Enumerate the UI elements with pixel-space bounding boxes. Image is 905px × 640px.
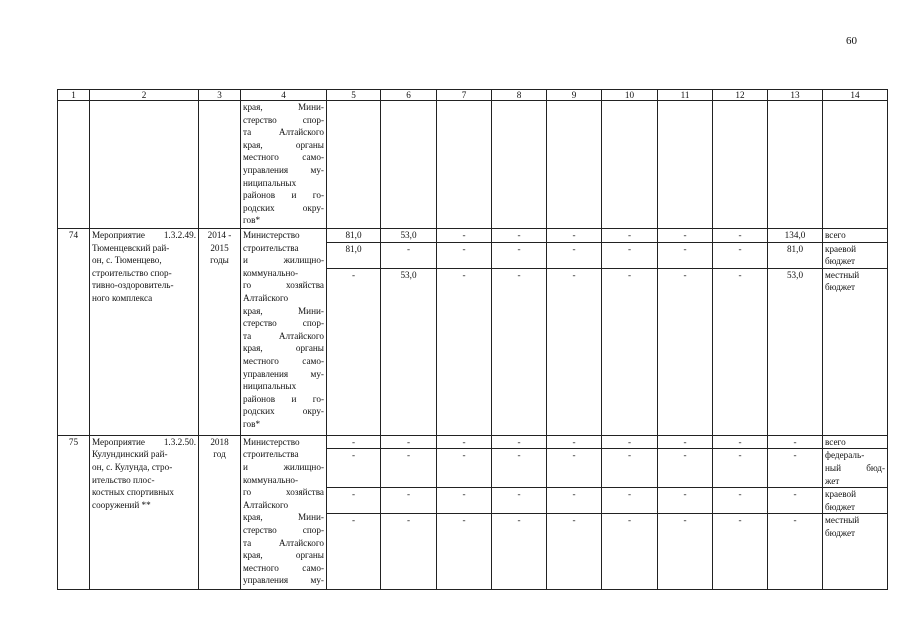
value-cell: - [492,449,547,488]
value-cell: - [658,242,713,268]
row-number: 75 [58,435,90,590]
value-cell: - [381,435,437,449]
value-cell: - [713,242,768,268]
value-cell: - [327,449,381,488]
row-number: 74 [58,229,90,436]
column-number: 1 [58,90,90,101]
column-number: 9 [547,90,602,101]
value-cell: - [381,242,437,268]
value-cell: 53,0 [768,268,823,435]
value-cell: - [602,449,658,488]
value-cell: - [327,268,381,435]
column-number: 11 [658,90,713,101]
value-cell: - [658,488,713,514]
table-row [58,435,888,449]
value-cell: - [492,229,547,243]
value-cell: - [547,242,602,268]
value-cell: 134,0 [768,229,823,243]
value-cell: - [381,449,437,488]
funding-source-cell: краевой бюджет [823,488,888,514]
value-cell: - [658,514,713,590]
value-cell: 53,0 [381,268,437,435]
column-number: 4 [241,90,327,101]
value-cell: - [547,449,602,488]
column-number: 14 [823,90,888,101]
value-cell: - [547,268,602,435]
value-cell: 53,0 [381,229,437,243]
column-number-row [58,90,888,101]
funding-source-cell: местный бюджет [823,268,888,435]
value-cell: - [602,488,658,514]
executor-cell: края, Мини- стерство спор- та Алтайского края, органы местного само- управления му- ниципальных районов и го- родских окру- гов* [241,101,327,229]
value-cell: - [768,435,823,449]
value-cell: - [713,514,768,590]
value-cell: - [713,449,768,488]
value-cell: - [658,449,713,488]
value-cell: - [713,229,768,243]
column-number: 5 [327,90,381,101]
value-cell: - [327,488,381,514]
value-cell: - [547,488,602,514]
page-number: 60 [846,35,857,47]
value-cell: - [658,229,713,243]
value-cell: - [768,488,823,514]
executor-cell: Министерство строительства и жилищно- коммунально- го хозяйства Алтайского края, Мини- стерство спор- та Алтайского края, органы местного само- управления му- ниципальных районов и го- родских окру- гов* [241,229,327,436]
value-cell: - [713,268,768,435]
value-cell: - [547,229,602,243]
value-cell: - [602,268,658,435]
value-cell: - [658,435,713,449]
value-cell: - [437,488,492,514]
column-number: 10 [602,90,658,101]
value-cell: 81,0 [327,229,381,243]
value-cell: 81,0 [768,242,823,268]
value-cell: - [437,435,492,449]
value-cell: - [437,229,492,243]
value-cell: - [437,449,492,488]
value-cell: - [381,488,437,514]
value-cell: - [381,514,437,590]
value-cell: - [602,435,658,449]
value-cell: - [713,435,768,449]
value-cell: 81,0 [327,242,381,268]
value-cell: - [602,242,658,268]
value-cell: - [437,268,492,435]
value-cell: - [492,488,547,514]
event-cell: Мероприятие 1.3.2.50. Кулундинский рай- он, с. Кулунда, стро- ительство плос- костных спортивных сооружений ** [90,435,199,590]
value-cell: - [437,242,492,268]
period-cell: 2018 год [199,435,241,590]
column-number: 3 [199,90,241,101]
funding-source-cell: краевой бюджет [823,242,888,268]
value-cell: - [327,514,381,590]
program-table [57,89,888,590]
column-number: 12 [713,90,768,101]
executor-cell: Министерство строительства и жилищно- коммунально- го хозяйства Алтайского края, Мини- стерство спор- та Алтайского края, органы местного само- управления му- [241,435,327,590]
table-row [58,229,888,243]
value-cell: - [602,229,658,243]
value-cell: - [768,514,823,590]
value-cell: - [492,514,547,590]
funding-source-cell: федераль- ный бюд- жет [823,449,888,488]
funding-source-cell: местный бюджет [823,514,888,590]
column-number: 8 [492,90,547,101]
value-cell: - [768,449,823,488]
value-cell: - [547,514,602,590]
value-cell: - [658,268,713,435]
value-cell: - [492,268,547,435]
continuation-row [58,101,888,229]
value-cell: - [437,514,492,590]
column-number: 6 [381,90,437,101]
value-cell: - [492,435,547,449]
funding-source-cell: всего [823,435,888,449]
event-cell: Мероприятие 1.3.2.49. Тюменцевский рай- он, с. Тюменцево, строительство спор- тивно-оздоровитель- ного комплекса [90,229,199,436]
column-number: 13 [768,90,823,101]
column-number: 2 [90,90,199,101]
column-number: 7 [437,90,492,101]
value-cell: - [492,242,547,268]
period-cell: 2014 - 2015 годы [199,229,241,436]
funding-source-cell: всего [823,229,888,243]
value-cell: - [602,514,658,590]
value-cell: - [327,435,381,449]
value-cell: - [547,435,602,449]
value-cell: - [713,488,768,514]
